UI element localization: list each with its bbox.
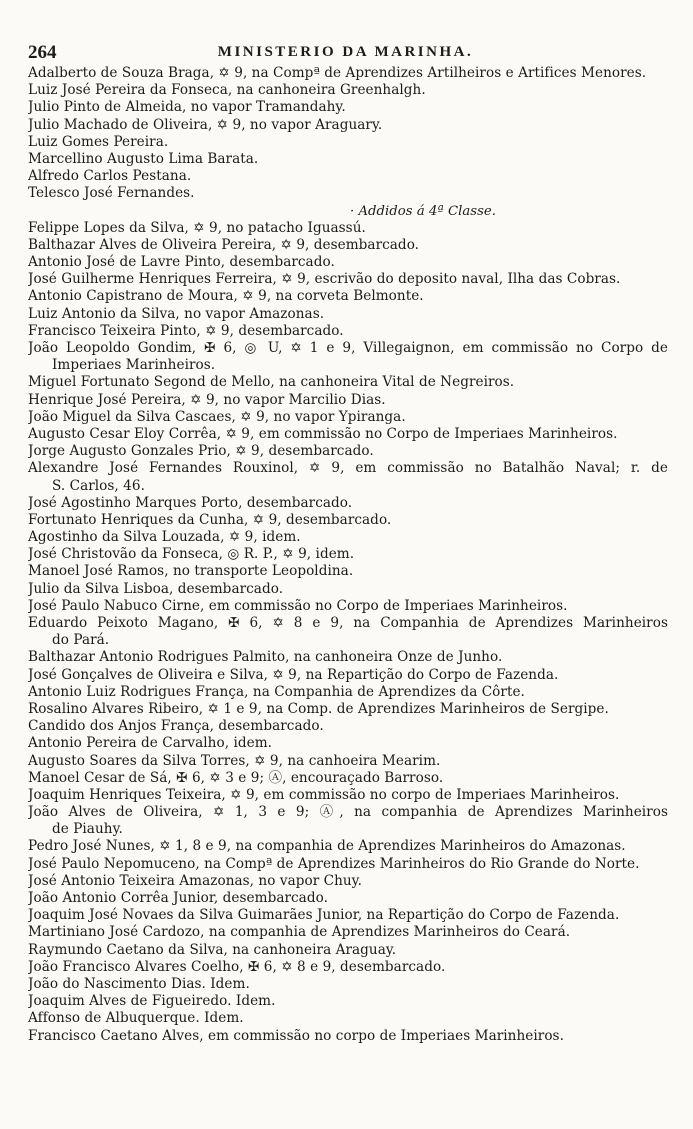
roster-line: Raymundo Caetano da Silva, na canhoneira Araguay. <box>28 941 397 958</box>
roster-line: Telesco José Fernandes. <box>28 185 195 202</box>
roster-line: Julio Pinto de Almeida, no vapor Tramandahy. <box>28 99 346 116</box>
roster-line: Alfredo Carlos Pestana. <box>28 168 192 185</box>
roster-line: José Paulo Nepomuceno, na Compª de Aprendizes Marinheiros do Rio Grande do Norte. <box>28 855 640 872</box>
roster-line: Luiz Gomes Pereira. <box>28 133 169 150</box>
running-title: MINISTERIO DA MARINHA. <box>217 44 474 60</box>
page-header <box>28 42 663 64</box>
roster-line: Rosalino Alvares Ribeiro, ✡ 1 e 9, na Comp. de Aprendizes Marinheiros de Sergipe. <box>28 700 609 717</box>
roster-list <box>28 65 668 1045</box>
roster-line: Balthazar Antonio Rodrigues Palmito, na canhoneira Onze de Junho. <box>28 649 503 666</box>
roster-line: João Antonio Corrêa Junior, desembarcado. <box>28 890 328 906</box>
roster-line: Felippe Lopes da Silva, ✡ 9, no patacho Iguassú. <box>28 219 366 236</box>
roster-line: Marcellino Augusto Lima Barata. <box>28 150 259 167</box>
roster-line-continuation: do Pará. <box>52 632 110 649</box>
roster-line: Antonio José de Lavre Pinto, desembarcado. <box>28 254 335 271</box>
roster-line: José Agostinho Marques Porto, desembarcado. <box>28 494 353 511</box>
roster-line: João do Nascimento Dias. Idem. <box>28 975 250 992</box>
page-number: 264 <box>28 42 57 63</box>
roster-line: Candido dos Anjos França, desembarcado. <box>28 718 324 735</box>
roster-line: Martiniano José Cardozo, na companhia de Aprendizes Marinheiros do Ceará. <box>28 924 571 941</box>
roster-line-continuation: Imperiaes Marinheiros. <box>52 357 216 374</box>
roster-line: Joaquim Henriques Teixeira, ✡ 9, em commissão no corpo de Imperiaes Marinheiros. <box>28 786 620 803</box>
roster-line-continuation: de Piauhy. <box>52 821 123 838</box>
roster-line: Fortunato Henriques da Cunha, ✡ 9, desembarcado. <box>28 511 392 528</box>
roster-line: João Francisco Alvares Coelho, ✠ 6, ✡ 8 e 9, desembarcado. <box>28 958 446 975</box>
roster-line: Augusto Cesar Eloy Corrêa, ✡ 9, em commissão no Corpo de Imperiaes Marinheiros. <box>28 425 618 442</box>
roster-line: Eduardo Peixoto Magano, ✠ 6, ✡ 8 e 9, na Companhia de Aprendizes Marinheiros <box>28 615 668 631</box>
roster-line: Balthazar Alves de Oliveira Pereira, ✡ 9, desembarcado. <box>28 236 420 253</box>
roster-line: Jorge Augusto Gonzales Prio, ✡ 9, desembarcado. <box>28 443 374 460</box>
roster-line: Agostinho da Silva Louzada, ✡ 9, idem. <box>28 529 301 546</box>
section-heading: · Addidos á 4ª Classe. <box>349 203 497 219</box>
roster-line: João Leopoldo Gondim, ✠ 6, ◎ U, ✡ 1 e 9, Villegaignon, em commissão no Corpo de <box>28 340 668 356</box>
roster-line: Adalberto de Souza Braga, ✡ 9, na Compª de Aprendizes Artilheiros e Artifices Menores. <box>28 65 647 81</box>
roster-line: José Gonçalves de Oliveira e Silva, ✡ 9, na Repartição do Corpo de Fazenda. <box>28 666 559 683</box>
roster-line: Antonio Capistrano de Moura, ✡ 9, na corveta Belmonte. <box>28 288 424 305</box>
roster-line-continuation: S. Carlos, 46. <box>52 477 145 494</box>
roster-line: José Paulo Nabuco Cirne, em commissão no Corpo de Imperiaes Marinheiros. <box>28 597 568 614</box>
roster-line: Antonio Luiz Rodrigues França, na Companhia de Aprendizes da Côrte. <box>28 683 525 700</box>
roster-line: Augusto Soares da Silva Torres, ✡ 9, na canhoeira Mearim. <box>28 752 441 769</box>
roster-line: Manoel José Ramos, no transporte Leopoldina. <box>28 563 354 580</box>
roster-line: Joaquim José Novaes da Silva Guimarães Junior, na Repartição do Corpo de Fazenda. <box>28 907 620 924</box>
roster-line: Francisco Teixeira Pinto, ✡ 9, desembarcado. <box>28 322 344 339</box>
roster-line: José Guilherme Henriques Ferreira, ✡ 9, escrivão do deposito naval, Ilha das Cobras. <box>28 271 621 288</box>
roster-line: Julio Machado de Oliveira, ✡ 9, no vapor Araguary. <box>28 116 383 133</box>
roster-line: Luiz José Pereira da Fonseca, na canhoneira Greenhalgh. <box>28 82 426 99</box>
roster-line: Antonio Pereira de Carvalho, idem. <box>28 735 273 752</box>
roster-line: Alexandre José Fernandes Rouxinol, ✡ 9, em commissão no Batalhão Naval; r. de <box>28 460 668 477</box>
roster-line: Miguel Fortunato Segond de Mello, na canhoneira Vital de Negreiros. <box>28 374 515 391</box>
roster-line: José Christovão da Fonseca, ◎ R. P., ✡ 9, idem. <box>28 546 355 563</box>
roster-line: João Miguel da Silva Cascaes, ✡ 9, no vapor Ypiranga. <box>28 408 406 425</box>
roster-line: Henrique José Pereira, ✡ 9, no vapor Marcilio Dias. <box>28 391 386 408</box>
roster-line: Francisco Caetano Alves, em commissão no corpo de Imperiaes Marinheiros. <box>28 1027 564 1044</box>
roster-line: Manoel Cesar de Sá, ✠ 6, ✡ 3 e 9; Ⓐ, encouraçado Barroso. <box>28 769 444 786</box>
roster-line: Pedro José Nunes, ✡ 1, 8 e 9, na companhia de Aprendizes Marinheiros do Amazonas. <box>28 838 626 855</box>
roster-line: Affonso de Albuquerque. Idem. <box>28 1010 244 1027</box>
roster-line: Joaquim Alves de Figueiredo. Idem. <box>28 993 276 1010</box>
roster-line: José Antonio Teixeira Amazonas, no vapor Chuy. <box>28 872 362 889</box>
roster-line: Julio da Silva Lisboa, desembarcado. <box>28 580 284 597</box>
roster-line: Luiz Antonio da Silva, no vapor Amazonas. <box>28 305 325 322</box>
roster-line: João Alves de Oliveira, ✡ 1, 3 e 9; Ⓐ, na companhia de Aprendizes Marinheiros <box>28 804 668 821</box>
